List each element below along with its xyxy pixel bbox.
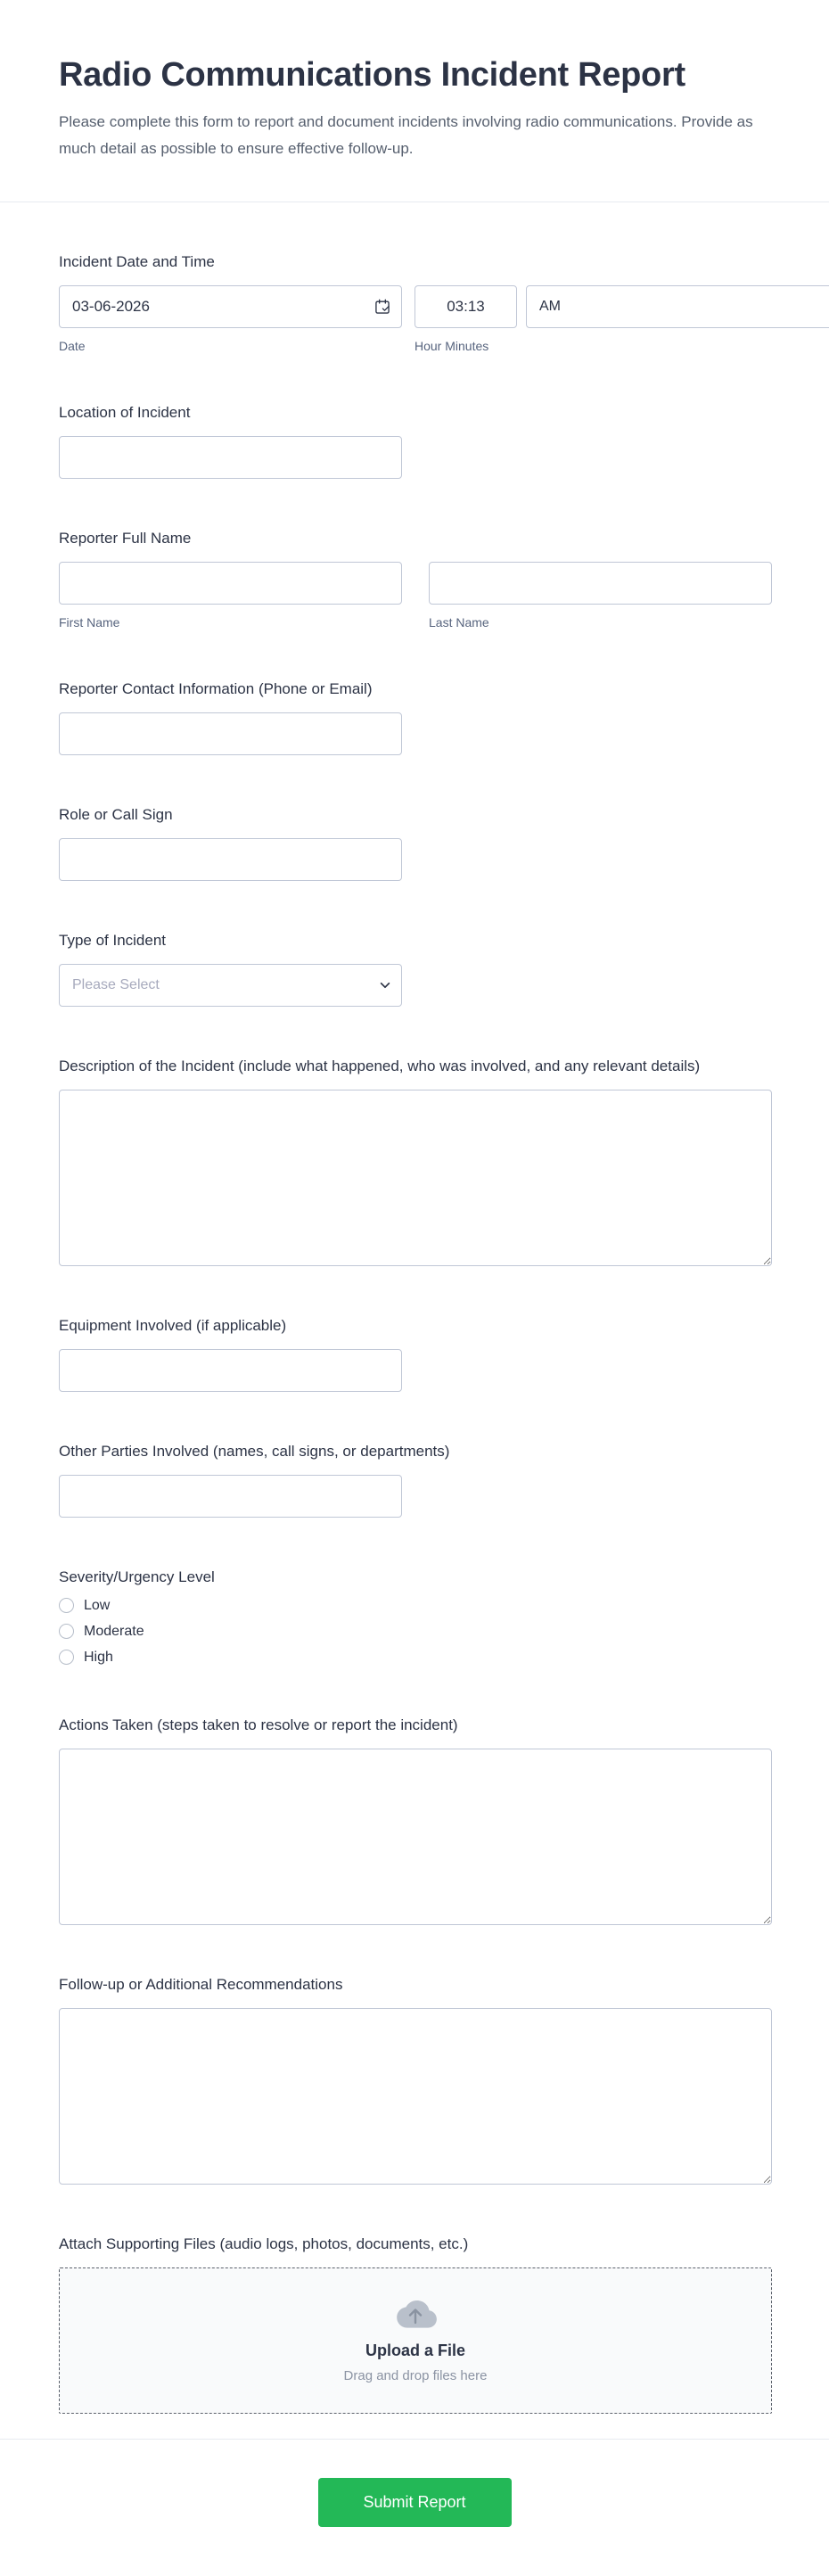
incident-type-label: Type of Incident bbox=[59, 931, 167, 949]
severity-option-low[interactable] bbox=[59, 1598, 110, 1614]
cloud-upload-icon bbox=[393, 2297, 438, 2331]
contact-input[interactable] bbox=[59, 712, 402, 755]
severity-radio-group bbox=[59, 1598, 772, 1666]
time-sublabel: Hour Minutes bbox=[414, 338, 489, 353]
last-name-input[interactable] bbox=[429, 562, 772, 605]
meridiem-wrap bbox=[526, 285, 829, 328]
other-parties-controls bbox=[59, 1475, 772, 1518]
severity-radio-low[interactable] bbox=[59, 1598, 74, 1613]
name-inputs-row bbox=[59, 562, 772, 605]
actions-taken-label: Actions Taken (steps taken to resolve or report the incident) bbox=[59, 1716, 458, 1733]
contact-controls bbox=[59, 712, 772, 755]
equipment-controls bbox=[59, 1349, 772, 1392]
field-severity bbox=[59, 1567, 772, 1666]
contact-label: Reporter Contact Information (Phone or Email) bbox=[59, 679, 373, 697]
incident-type-select[interactable] bbox=[59, 964, 402, 1007]
field-actions-taken bbox=[59, 1715, 772, 1925]
first-name-input[interactable] bbox=[59, 562, 402, 605]
first-name-sublabel: First Name bbox=[59, 614, 120, 630]
location-controls bbox=[59, 436, 772, 479]
description-textarea[interactable] bbox=[59, 1090, 772, 1266]
attachments-label: Attach Supporting Files (audio logs, photos, documents, etc.) bbox=[59, 2234, 469, 2252]
page-title: Radio Communications Incident Report bbox=[59, 56, 685, 94]
other-parties-input[interactable] bbox=[59, 1475, 402, 1518]
field-location bbox=[59, 402, 772, 479]
field-follow-up bbox=[59, 1974, 772, 2185]
follow-up-textarea[interactable] bbox=[59, 2008, 772, 2185]
incident-datetime-label: Incident Date and Time bbox=[59, 252, 215, 270]
follow-up-label: Follow-up or Additional Recommendations bbox=[59, 1975, 343, 1993]
upload-title: Upload a File bbox=[365, 2341, 466, 2360]
role-input[interactable] bbox=[59, 838, 402, 881]
severity-option-moderate-label: Moderate bbox=[84, 1623, 144, 1639]
datetime-controls bbox=[59, 285, 772, 328]
actions-taken-textarea[interactable] bbox=[59, 1749, 772, 1925]
severity-option-high-label: High bbox=[84, 1649, 113, 1665]
location-label: Location of Incident bbox=[59, 403, 191, 421]
equipment-label: Equipment Involved (if applicable) bbox=[59, 1316, 287, 1334]
submit-row bbox=[0, 2478, 829, 2572]
description-label: Description of the Incident (include what happened, who was involved, and any relevant details) bbox=[59, 1057, 701, 1074]
field-incident-datetime bbox=[59, 251, 772, 353]
role-controls bbox=[59, 838, 772, 881]
field-description bbox=[59, 1056, 772, 1266]
date-sublabel: Date bbox=[59, 338, 86, 353]
upload-hint: Drag and drop files here bbox=[343, 2368, 488, 2384]
severity-radio-moderate[interactable] bbox=[59, 1624, 74, 1639]
field-reporter-name bbox=[59, 528, 772, 630]
field-incident-type bbox=[59, 930, 772, 1007]
meridiem-select[interactable] bbox=[526, 285, 829, 328]
date-field[interactable] bbox=[59, 285, 402, 328]
date-input-wrap bbox=[59, 285, 402, 328]
time-field[interactable] bbox=[414, 285, 517, 328]
location-input[interactable] bbox=[59, 436, 402, 479]
name-sublabels bbox=[59, 615, 772, 630]
submit-button[interactable]: Submit Report bbox=[318, 2478, 512, 2527]
form-subtitle: Please complete this form to report and document incidents involving radio communications. Provide as much detail as possible to ensure effective follow-up. bbox=[59, 112, 753, 157]
role-label: Role or Call Sign bbox=[59, 805, 173, 823]
datetime-sublabels bbox=[59, 339, 772, 353]
severity-option-high[interactable] bbox=[59, 1650, 113, 1666]
severity-label: Severity/Urgency Level bbox=[59, 1568, 215, 1585]
severity-option-low-label: Low bbox=[84, 1597, 111, 1613]
field-contact bbox=[59, 679, 772, 755]
field-other-parties bbox=[59, 1441, 772, 1518]
reporter-name-label: Reporter Full Name bbox=[59, 529, 192, 547]
equipment-input[interactable] bbox=[59, 1349, 402, 1392]
form-body bbox=[0, 251, 829, 2414]
incident-type-select-wrap bbox=[59, 964, 402, 1007]
field-role bbox=[59, 804, 772, 881]
form-header bbox=[0, 0, 829, 162]
file-dropzone[interactable] bbox=[59, 2267, 772, 2414]
severity-radio-high[interactable] bbox=[59, 1650, 74, 1665]
field-attachments bbox=[59, 2234, 772, 2414]
severity-option-moderate[interactable] bbox=[59, 1624, 144, 1640]
footer-divider bbox=[0, 2439, 829, 2440]
calendar-icon[interactable] bbox=[373, 298, 391, 316]
field-equipment bbox=[59, 1315, 772, 1392]
last-name-sublabel: Last Name bbox=[429, 614, 489, 630]
other-parties-label: Other Parties Involved (names, call signs, or departments) bbox=[59, 1442, 450, 1460]
